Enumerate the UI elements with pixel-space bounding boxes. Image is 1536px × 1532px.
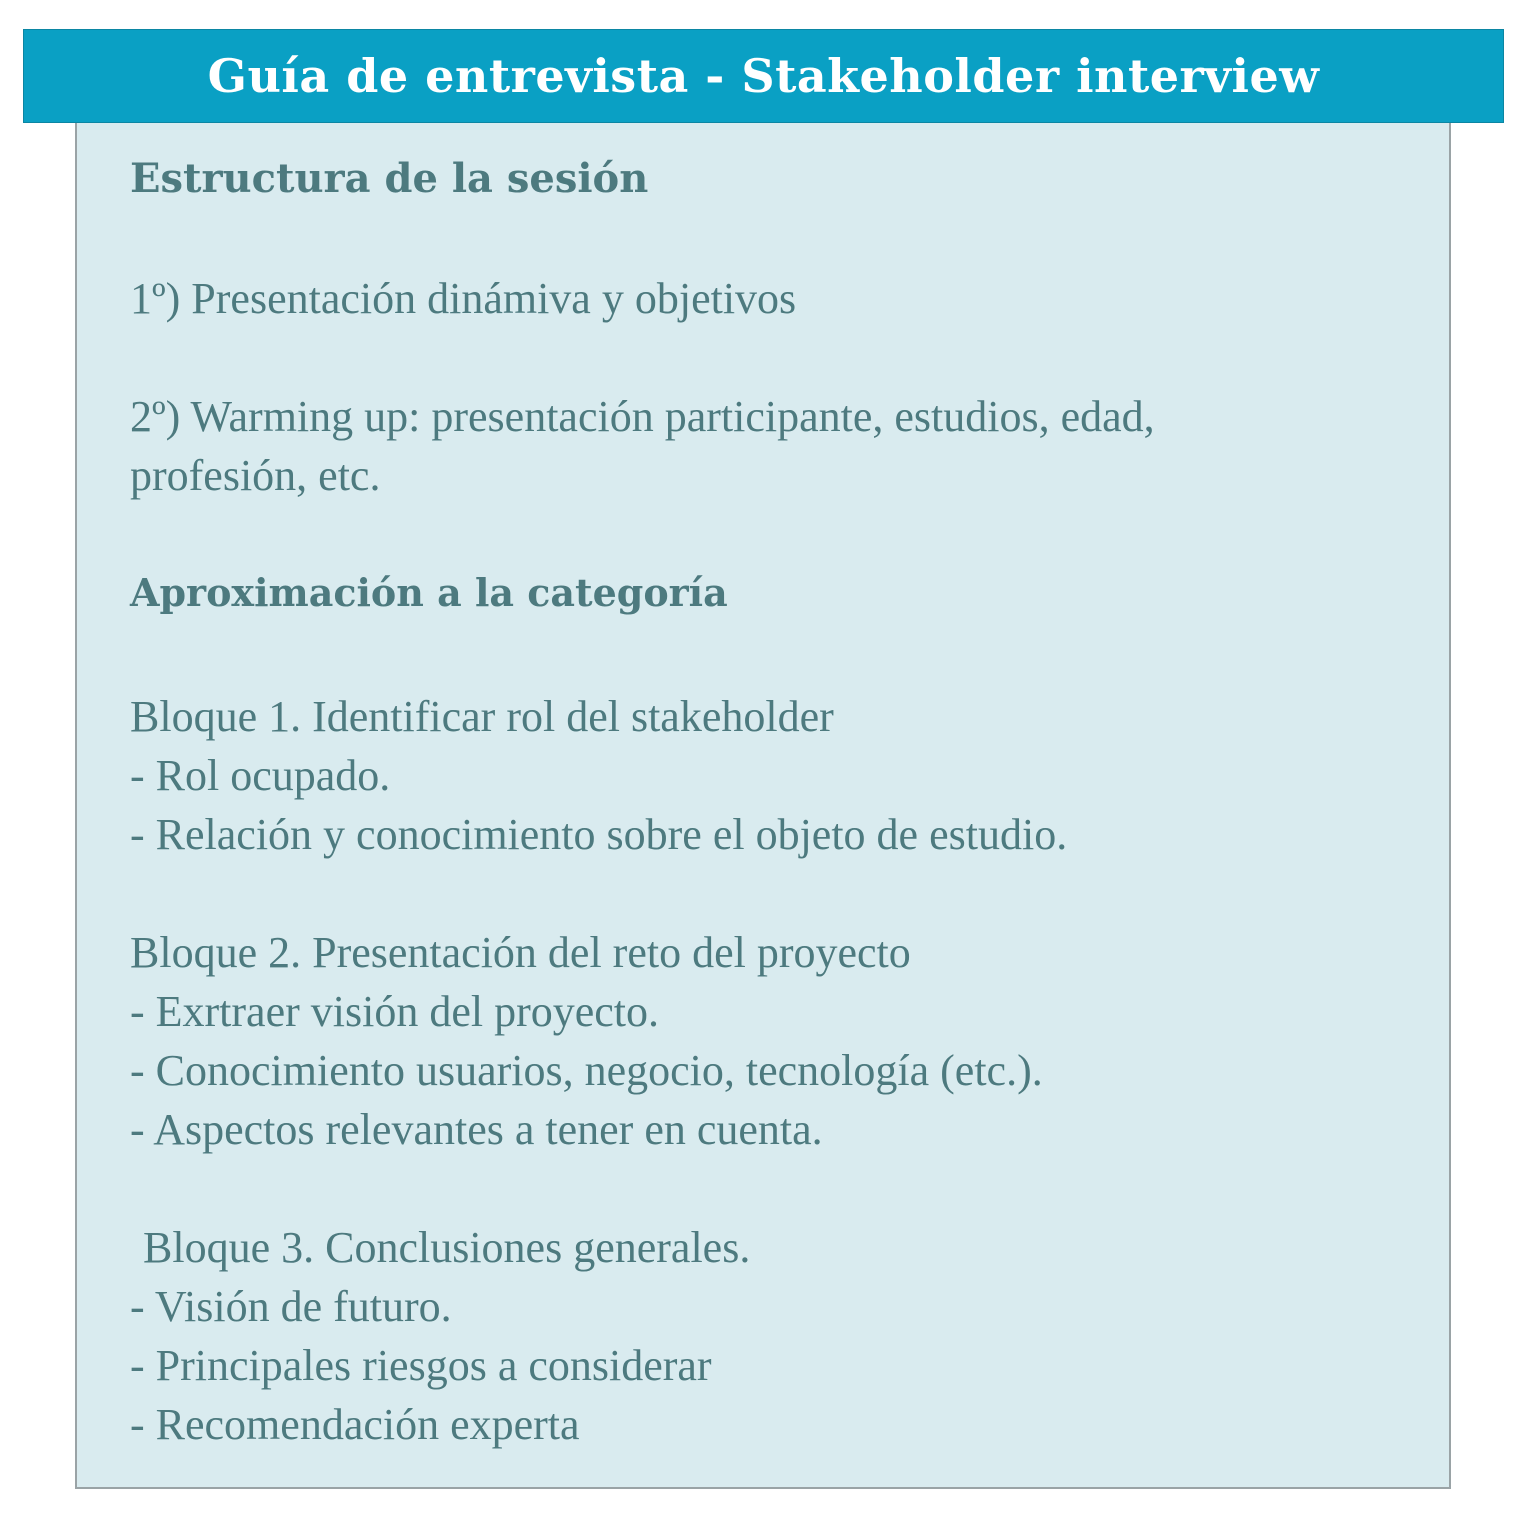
step-2-line-1: 2º) Warming up: presentación participante, estudios, edad, <box>130 392 1155 441</box>
block-1-item: - Relación y conocimiento sobre el objeto de estudio. <box>130 810 1068 859</box>
page-title: Guía de entrevista - Stakeholder interview <box>207 49 1320 103</box>
step-2-line-2: profesión, etc. <box>130 451 381 500</box>
header-banner <box>23 29 1504 123</box>
block-2-item: - Exrtraer visión del proyecto. <box>130 987 660 1036</box>
section-title: Estructura de la sesión <box>130 155 649 202</box>
block-3-item: - Principales riesgos a considerar <box>130 1341 712 1390</box>
block-3-item: - Visión de futuro. <box>130 1282 452 1331</box>
block-1-item: - Rol ocupado. <box>130 751 391 800</box>
block-3-title: Bloque 3. Conclusiones generales. <box>143 1223 751 1272</box>
block-2-item: - Aspectos relevantes a tener en cuenta. <box>130 1105 823 1154</box>
category-title: Aproximación a la categoría <box>130 570 728 615</box>
block-2-item: - Conocimiento usuarios, negocio, tecnología (etc.). <box>130 1046 1043 1095</box>
block-3-item: - Recomendación experta <box>130 1400 580 1449</box>
block-2-title: Bloque 2. Presentación del reto del proyecto <box>130 928 911 977</box>
step-1: 1º) Presentación dinámiva y objetivos <box>130 274 797 323</box>
content-panel <box>75 123 1451 1489</box>
block-1-title: Bloque 1. Identificar rol del stakeholder <box>130 692 834 741</box>
